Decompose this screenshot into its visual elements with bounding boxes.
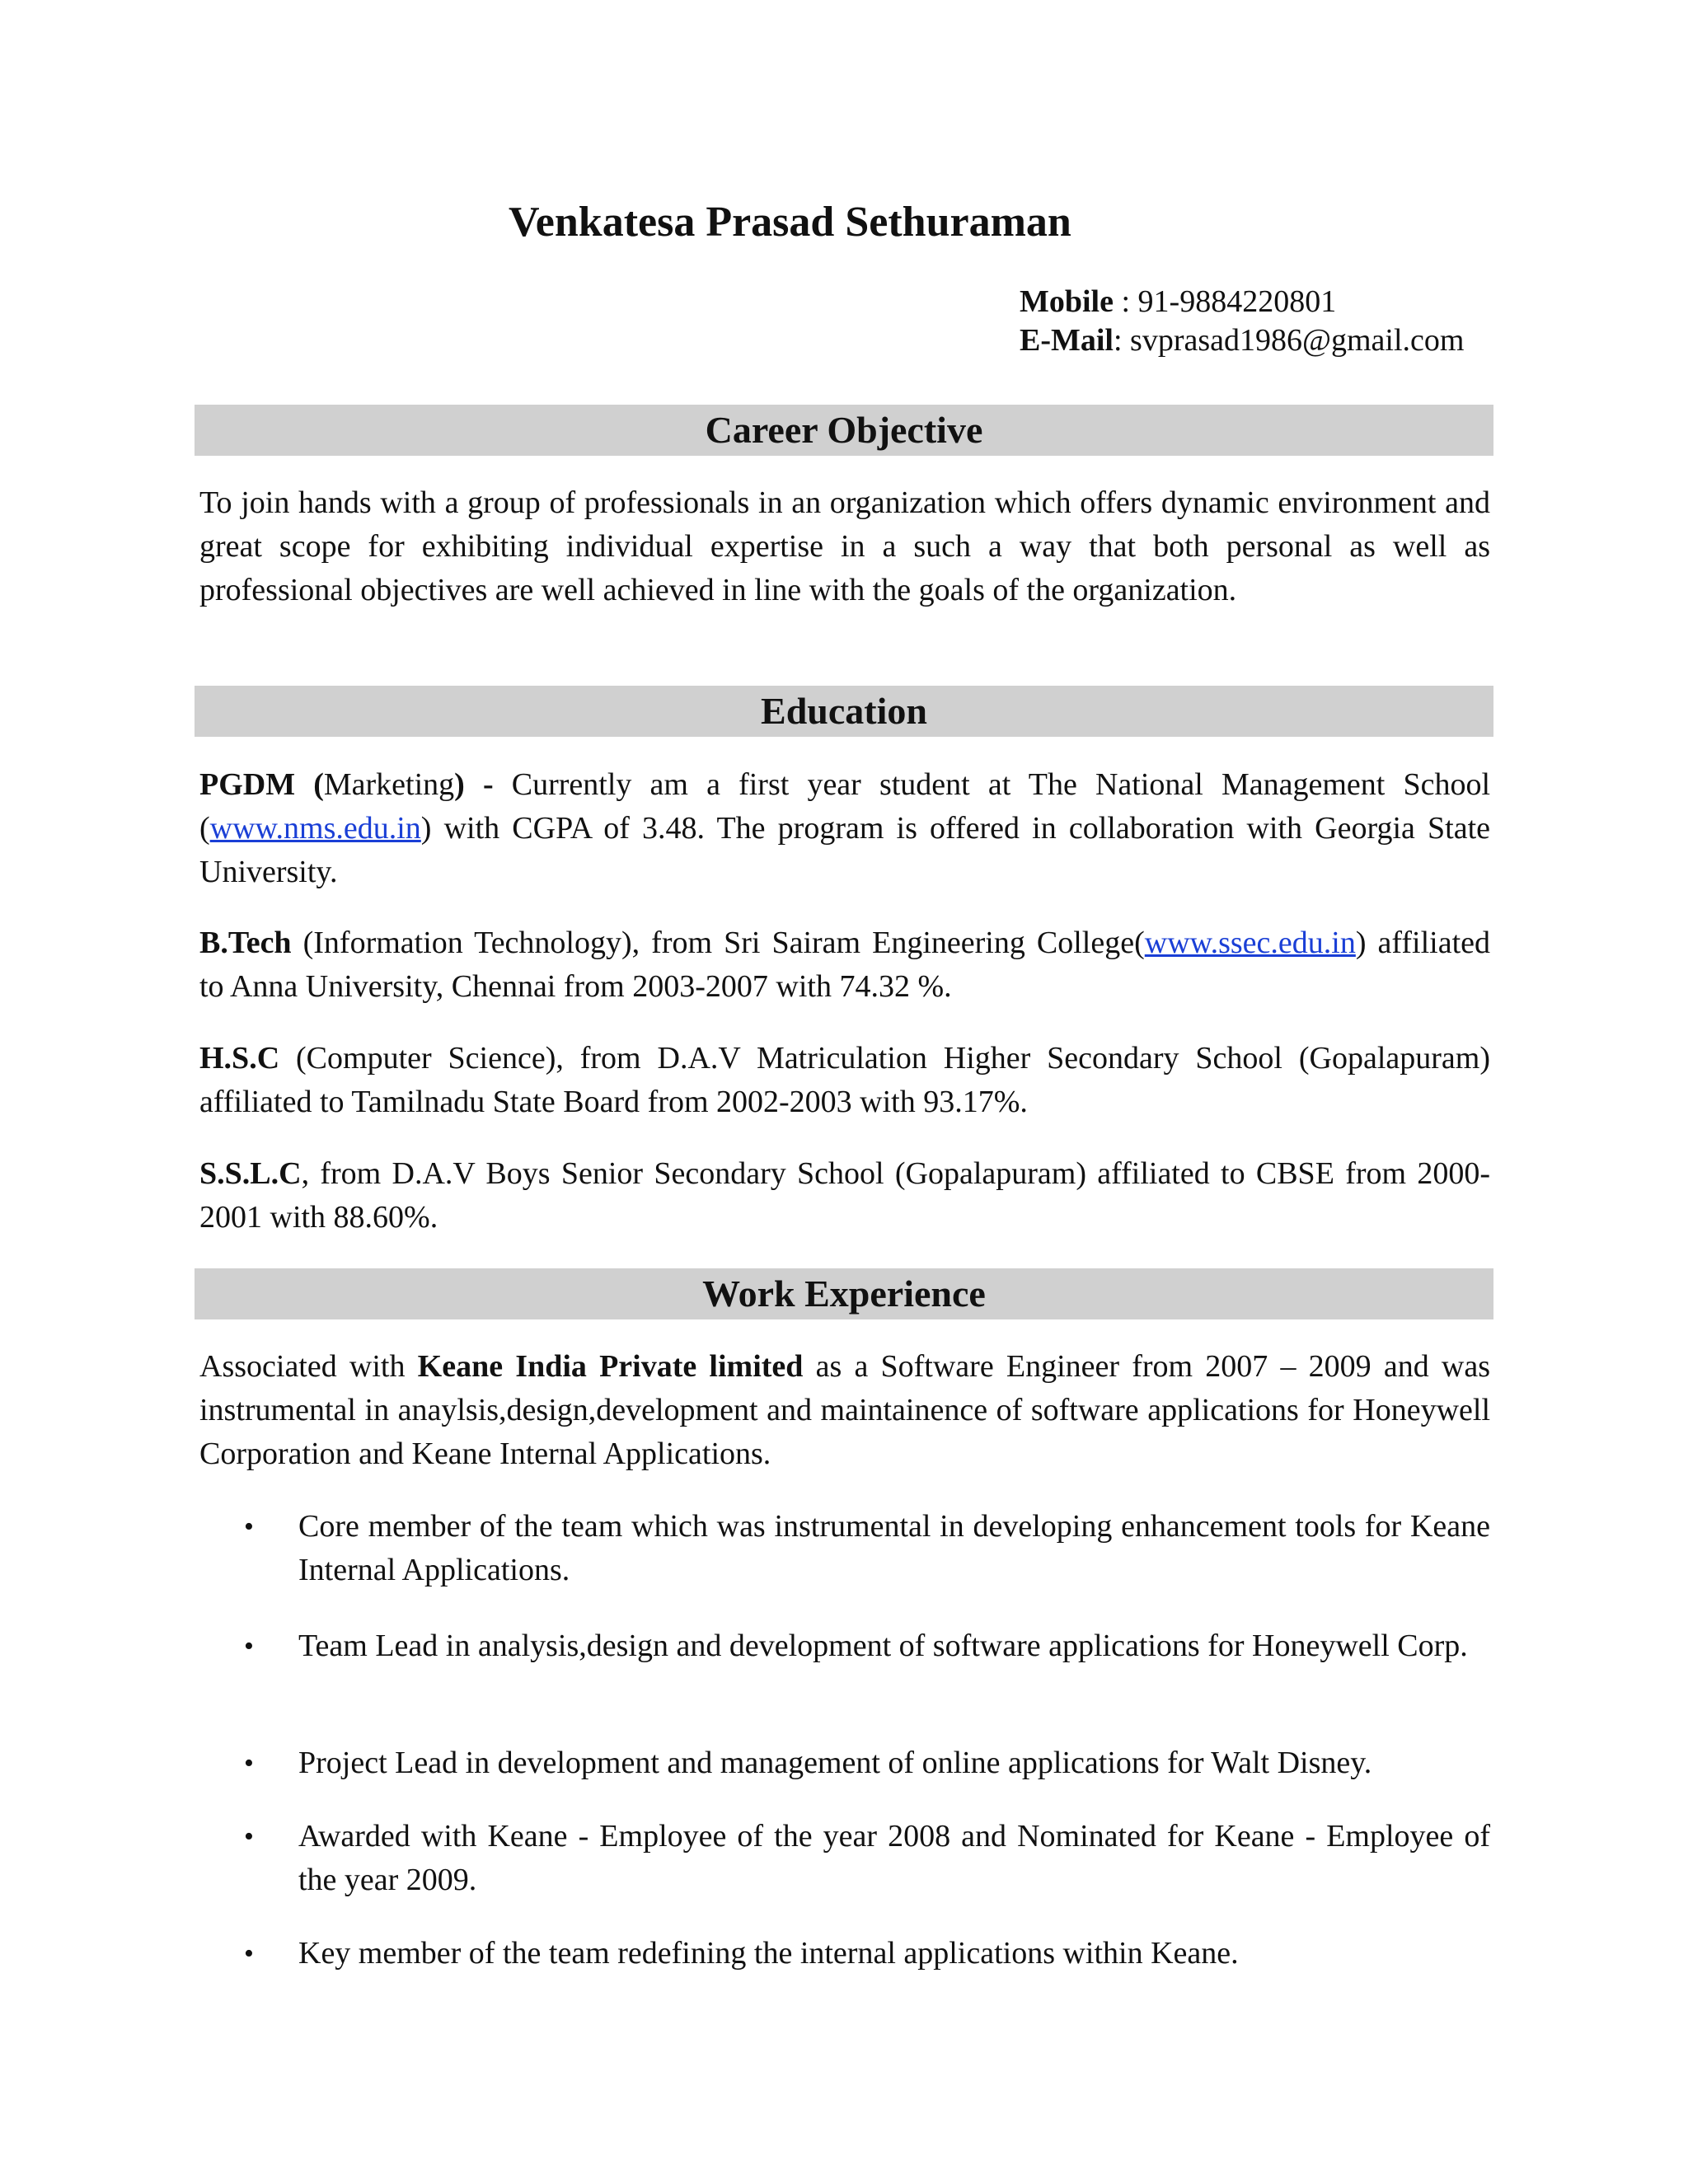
bullet-icon: • [244, 1511, 254, 1542]
sslc-text: , from D.A.V Boys Senior Secondary School (Gopalapuram) affiliated to CBSE from 2000-2001 with 88.60%. [199, 1156, 1490, 1235]
bullet-icon: • [244, 1821, 254, 1852]
section-heading-work-experience: Work Experience [195, 1268, 1493, 1319]
bullet-text: Awarded with Keane - Employee of the year 2008 and Nominated for Keane - Employee of the year 2009. [298, 1819, 1490, 1897]
education-pgdm [199, 763, 1490, 894]
pgdm-field: Marketing [323, 767, 455, 802]
bullet-icon: • [244, 1631, 254, 1661]
email-line [1020, 321, 1464, 360]
bullet-text: Team Lead in analysis,design and development of software applications for Honeywell Corp. [298, 1629, 1468, 1663]
ssec-link[interactable]: www.ssec.edu.in [1144, 926, 1356, 960]
btech-text-2: ) affiliated to Anna University, Chennai from 2003-2007 with 74.32 %. [199, 926, 1490, 1004]
nms-link[interactable]: www.nms.edu.in [209, 811, 421, 846]
pgdm-text-2: ) with CGPA of 3.48. The program is offered in collaboration with Georgia State University. [199, 811, 1490, 889]
hsc-degree: H.S.C [199, 1041, 280, 1076]
email-value: : svprasad1986@gmail.com [1113, 323, 1465, 358]
candidate-name: Venkatesa Prasad Sethuraman [509, 199, 1071, 246]
pgdm-text-1: Currently am a first year student at The National Management School ( [199, 767, 1491, 846]
section-heading-career-objective: Career Objective [195, 405, 1493, 456]
work-intro-1: Associated with [199, 1349, 418, 1384]
bullet-text: Project Lead in development and management of online applications for Walt Disney. [298, 1746, 1372, 1780]
mobile-value: : 91-9884220801 [1113, 284, 1337, 319]
bullet-icon: • [244, 1748, 254, 1779]
btech-degree: B.Tech [199, 926, 292, 960]
btech-text-1: (Information Technology), from Sri Sairam Engineering College( [291, 926, 1145, 960]
work-intro-2: as a Software Engineer from 2007 – 2009 and was instrumental in anaylsis,design,development and maintainence of software applications for Honeywell Corporation and Keane Internal Applications. [199, 1349, 1490, 1471]
email-label: E-Mail [1020, 323, 1114, 358]
mobile-label: Mobile [1020, 284, 1114, 319]
contact-block [1020, 283, 1464, 360]
education-btech [199, 921, 1490, 1009]
hsc-text: (Computer Science), from D.A.V Matriculation Higher Secondary School (Gopalapuram) affiliated to Tamilnadu State Board from 2002-2003 with 93.17%. [199, 1041, 1490, 1119]
pgdm-degree: PGDM ( [199, 767, 324, 802]
section-heading-education: Education [195, 686, 1493, 737]
bullet-text: Core member of the team which was instrumental in developing enhancement tools for Keane Internal Applications. [298, 1509, 1490, 1587]
company-name: Keane India Private limited [417, 1349, 804, 1384]
pgdm-dash: ) - [454, 767, 494, 802]
education-hsc [199, 1037, 1490, 1124]
sslc-degree: S.S.L.C [199, 1156, 302, 1191]
mobile-line [1020, 283, 1464, 321]
bullet-icon: • [244, 1938, 254, 1969]
education-sslc [199, 1152, 1490, 1240]
career-objective-text: To join hands with a group of professionals in an organization which offers dynamic environment and great scope for exhibiting individual expertise in a such a way that both personal as well as professional objectives are well achieved in line with the goals of the organization. [199, 485, 1490, 607]
bullet-text: Key member of the team redefining the internal applications within Keane. [298, 1936, 1239, 1971]
work-intro [199, 1345, 1490, 1476]
